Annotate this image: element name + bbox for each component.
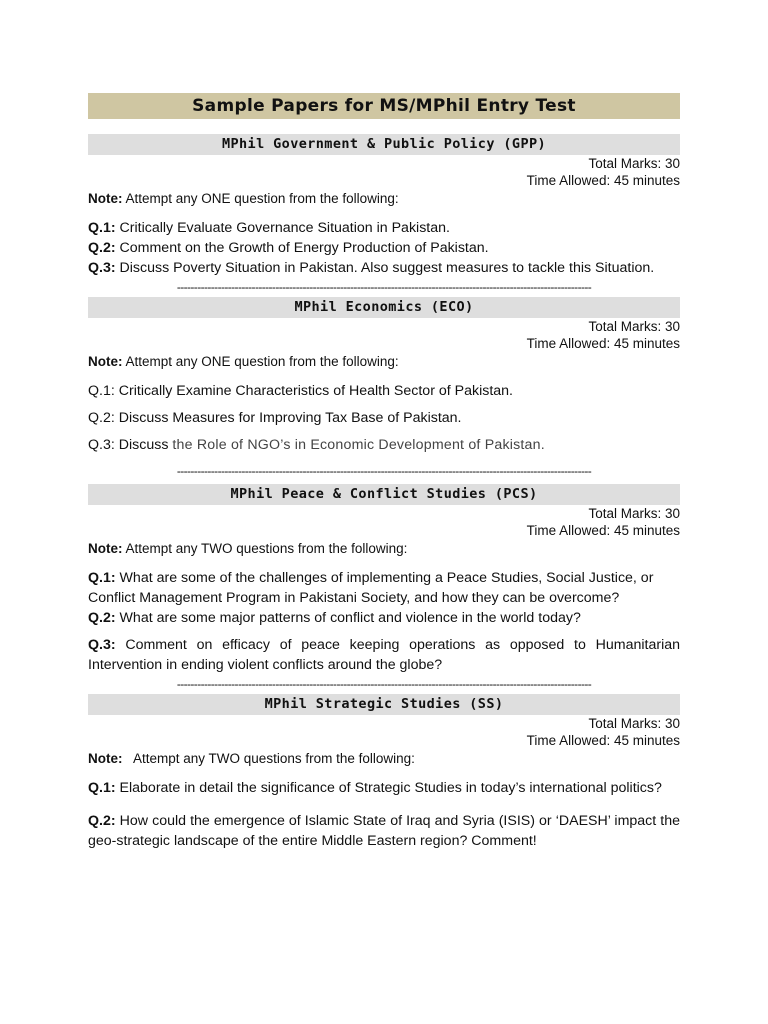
section-separator: -------------------------------------------------------------------------------------------------------------------------- bbox=[176, 678, 592, 690]
question-label: Q.2: bbox=[88, 610, 116, 626]
question-text: How could the emergence of Islamic State of Iraq and Syria (ISIS) or ‘DAESH’ impact the geo-strategic landscape of the entire Middle Eastern region? Comment! bbox=[88, 813, 680, 849]
question-2: Q.2: Discuss Measures for Improving Tax Base of Pakistan. bbox=[88, 410, 462, 426]
note-label: Note: bbox=[88, 354, 123, 369]
page-title: Sample Papers for MS/MPhil Entry Test bbox=[88, 93, 680, 119]
time-allowed: Time Allowed: 45 minutes bbox=[526, 523, 680, 538]
question-label: Q.1: bbox=[88, 780, 116, 796]
note-label: Note: bbox=[88, 191, 123, 206]
question-label: Q.2: bbox=[88, 813, 116, 829]
section-separator: -------------------------------------------------------------------------------------------------------------------------- bbox=[176, 465, 592, 477]
note-text: Attempt any ONE question from the following: bbox=[122, 354, 399, 369]
section-heading: MPhil Economics (ECO) bbox=[88, 297, 680, 318]
section-pcs bbox=[88, 484, 680, 675]
question-text: Comment on efficacy of peace keeping operations as opposed to Humanitarian Intervention in ending violent conflicts around the globe? bbox=[88, 637, 680, 673]
section-heading: MPhil Strategic Studies (SS) bbox=[88, 694, 680, 715]
question-text: Q.3: Discuss bbox=[88, 437, 173, 453]
time-allowed: Time Allowed: 45 minutes bbox=[526, 336, 680, 351]
note bbox=[88, 190, 680, 207]
note-text: Attempt any ONE question from the following: bbox=[122, 191, 399, 206]
question-3 bbox=[88, 635, 680, 675]
question-text: Discuss Poverty Situation in Pakistan. Also suggest measures to tackle this Situation. bbox=[115, 260, 655, 276]
question-2 bbox=[88, 238, 680, 258]
question-text: What are some of the challenges of implementing a Peace Studies, Social Justice, or Conflict Management Program in Pakistani Society, and how they can be overcome? bbox=[88, 570, 654, 606]
total-marks: Total Marks: 30 bbox=[588, 716, 680, 731]
time-allowed: Time Allowed: 45 minutes bbox=[526, 173, 680, 188]
question-text: Elaborate in detail the significance of Strategic Studies in today’s international politics? bbox=[115, 780, 662, 796]
question-2 bbox=[88, 608, 680, 628]
question-3 bbox=[88, 258, 680, 278]
section-heading: MPhil Government & Public Policy (GPP) bbox=[88, 134, 680, 155]
note bbox=[88, 750, 680, 767]
question-text: Critically Evaluate Governance Situation in Pakistan. bbox=[115, 220, 450, 236]
question-1 bbox=[88, 218, 680, 238]
question-label: Q.3: bbox=[88, 260, 116, 276]
note-label: Note: bbox=[88, 541, 123, 556]
question-label: Q.2: bbox=[88, 240, 116, 256]
question-2 bbox=[88, 811, 680, 851]
note-label: Note: bbox=[88, 751, 123, 766]
total-marks: Total Marks: 30 bbox=[588, 506, 680, 521]
note-text: Attempt any TWO questions from the following: bbox=[122, 541, 408, 556]
document-page bbox=[88, 93, 680, 851]
section-ss bbox=[88, 694, 680, 851]
question-text: Comment on the Growth of Energy Production of Pakistan. bbox=[115, 240, 489, 256]
total-marks: Total Marks: 30 bbox=[588, 156, 680, 171]
question-text: What are some major patterns of conflict and violence in the world today? bbox=[115, 610, 581, 626]
note bbox=[88, 540, 680, 557]
note-text: Attempt any TWO questions from the following: bbox=[122, 751, 415, 766]
question-1 bbox=[88, 778, 680, 798]
total-marks: Total Marks: 30 bbox=[588, 319, 680, 334]
question-1: Q.1: Critically Examine Characteristics of Health Sector of Pakistan. bbox=[88, 383, 513, 399]
section-gpp bbox=[88, 134, 680, 278]
question-label: Q.1: bbox=[88, 570, 116, 586]
time-allowed: Time Allowed: 45 minutes bbox=[526, 733, 680, 748]
section-separator: -------------------------------------------------------------------------------------------------------------------------- bbox=[176, 281, 592, 293]
question-3 bbox=[88, 435, 680, 455]
question-1 bbox=[88, 568, 680, 608]
question-text-continued: the Role of NGO’s in Economic Development of Pakistan. bbox=[172, 437, 545, 453]
section-heading: MPhil Peace & Conflict Studies (PCS) bbox=[88, 484, 680, 505]
question-label: Q.1: bbox=[88, 220, 116, 236]
note bbox=[88, 353, 680, 370]
section-eco bbox=[88, 297, 680, 455]
question-label: Q.3: bbox=[88, 637, 116, 653]
